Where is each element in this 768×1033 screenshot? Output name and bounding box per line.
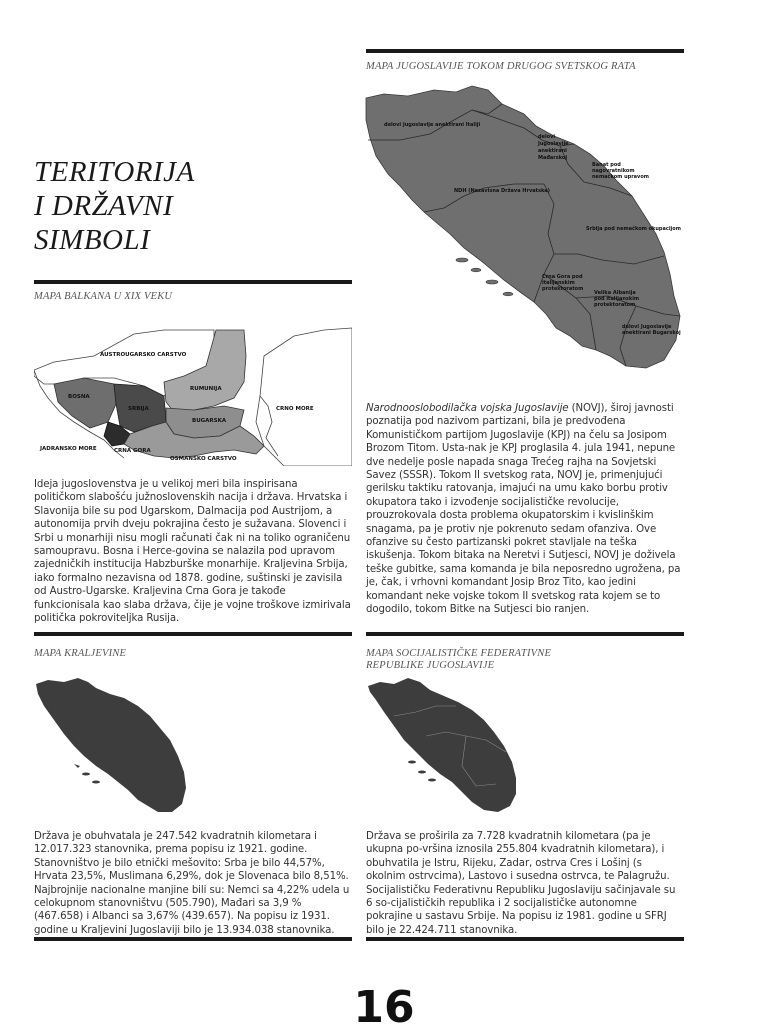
kingdom-map-shape bbox=[36, 678, 186, 812]
sfrj-map-caption-1: MAPA SOCIJALISTIČKE FEDERATIVNE bbox=[366, 648, 552, 659]
ww2-label-montenegro-3: protektoratom bbox=[542, 286, 584, 292]
balkan-label-ottoman: OSMANSKO CARSTVO bbox=[170, 456, 237, 462]
ww2-label-albania-2: pod italijanskim bbox=[594, 296, 640, 302]
ww2-label-bulgaria-2: anektirani Bugarskoj bbox=[622, 330, 681, 336]
novj-text: (NOVJ), široj javnosti poznatija pod nazivom partizani, bila je predvođena Komunističkom partijom Jugoslavije (KPJ) na čelu sa Josipom Brozom Titom. Usta-nak je KPJ proglasila 4. jula 1941, nepune dve nedelje posle napada snaga Trećeg rajha na Sovjetski Savez (SSSR). Tokom II svetskog rata, NOVJ je, primenjujući gerilsku taktiku ratovanja, imajući na umu kako borbu protiv okupatora tako i izvođenje socijalističke revolucije, prouzrokovala dosta problema okupatorskim i kvislinškim snagama, pa je protiv nje pokrenuto sedam ofanziva. Ove ofanzive su često partizanski pokret stavljale na teška iskušenja. Tokom bitaka na Neretvi i Sutjesci, NOVJ je doživela teške gubitke, sama komanda je bila neposredno ugrožena, pa je, čak, i vrhovni komandant Josip Broz Tito, kao jedini komandant neke vojske tokom II svetskog rata kojem se to dogodilo, tokom Bitke na Sutjesci bio ranjen. bbox=[366, 403, 681, 616]
balkan-label-romania: RUMUNIJA bbox=[190, 386, 222, 392]
ww2-label-banat-2: nagovratnikom bbox=[592, 168, 635, 174]
balkan-label-adriatic: JADRANSKO MORE bbox=[40, 446, 97, 452]
page-title bbox=[34, 155, 334, 257]
balkan-label-bulgaria: BUGARSKA bbox=[192, 418, 227, 424]
kingdom-text: Država je obuhvatala je 247.542 kvadratnih kilometara i 12.017.323 stanovnika, prema popisu iz 1921. godine. Stanovništvo je bilo etnički mešovito: Srba je bilo 44,57%, Hrvata 23,5%, Muslimana 6,29%, dok je Slovenaca bilo 8,51%. Najbrojnije nacionalne manjine bili su: Nemci sa 4,22% udela u celokupnom stanovništvu (505.790), Mađari sa 3,9 % (467.658) i Albanci sa 3,67% (439.657). Na popisu iz 1931. godine u Kraljevini Jugoslaviji bilo je 13.934.038 stanovnika. bbox=[34, 831, 350, 936]
left-rule-1 bbox=[34, 280, 352, 284]
balkan-text: Ideja jugoslovenstva je u velikoj meri bila inspirisana političkom slabošću južnoslovenskih nacija i država. Hrvatska i Slavonija bile su pod Ugarskom, Dalmacija pod Austrijom, a autonomija prvih dveju pokrajina često je sužavana. Slovenci i Srbi u monarhiji nisu mogli računati čak ni na toliko ograničenu samoupravu. Bosna i Herce-govina se nalazila pod upravom zajedničkih institucija Habzburške monarhije. Kraljevina Srbija, iako formalno nezavisna od 1878. godine, suštinski je zavisila od Austro-Ugarske. Kraljevina Crna Gora je takođe funkcionisala kao slaba država, čije je vojne troškove izmirivala politička pokroviteljka Rusija. bbox=[34, 479, 351, 625]
balkan-label-black-sea: CRNO MORE bbox=[276, 406, 314, 412]
left-rule-2 bbox=[34, 632, 352, 636]
ww2-label-serbia: Srbija pod nemačkom okupacijom bbox=[586, 226, 681, 232]
balkan-map-caption: MAPA BALKANA U XIX VEKU bbox=[34, 291, 173, 302]
right-rule-bottom bbox=[366, 937, 684, 941]
kingdom-map bbox=[34, 676, 194, 816]
novj-paragraph bbox=[366, 402, 684, 617]
ww2-label-italy: delovi Jugoslavije anektirani Italiji bbox=[384, 122, 481, 128]
balkan-map bbox=[34, 326, 352, 466]
ww2-island bbox=[456, 258, 468, 262]
ww2-label-banat-3: nemačkom upravom bbox=[592, 174, 649, 180]
balkan-label-montenegro: CRNA GORA bbox=[114, 448, 151, 454]
ww2-label-banat-1: Banat pod bbox=[592, 162, 621, 168]
right-rule-2 bbox=[366, 632, 684, 636]
kingdom-island bbox=[74, 764, 80, 768]
title-line-2: I DRŽAVNI bbox=[34, 190, 174, 222]
balkan-label-austria: AUSTROUGARSKO CARSTVO bbox=[100, 352, 187, 358]
ww2-label-albania-3: protektoratom bbox=[594, 302, 636, 308]
sfrj-paragraph bbox=[366, 830, 684, 937]
top-right-rule bbox=[366, 49, 684, 53]
ww2-map-caption: MAPA JUGOSLAVIJE TOKOM DRUGOG SVETSKOG RATA bbox=[366, 61, 636, 72]
ww2-label-hungary-2: Jugoslavije bbox=[538, 141, 569, 147]
sfrj-island bbox=[428, 779, 436, 782]
ww2-label-hungary-1: delovi bbox=[538, 134, 556, 140]
balkan-label-serbia: SRBIJA bbox=[128, 406, 149, 412]
title-line-1: TERITORIJA bbox=[34, 156, 195, 188]
sfrj-map-caption-2: REPUBLIKE JUGOSLAVIJE bbox=[366, 660, 495, 671]
ww2-occupation-map bbox=[364, 84, 684, 374]
kingdom-paragraph bbox=[34, 830, 352, 937]
sfrj-text-2: Socijalističku Federativnu Republiku Jugoslaviju sačinjavale su 6 so-cijalističkih republika i 2 socijalističke autonomne pokrajine u sastavu Srbije. Na popisu iz 1981. godine u SFRJ bilo je 22.424.711 stanovnika. bbox=[366, 884, 676, 936]
sfrj-map bbox=[366, 676, 526, 816]
sfrj-island bbox=[418, 771, 426, 774]
ww2-label-bulgaria-1: delovi Jugoslavije bbox=[622, 324, 672, 330]
balkan-bosnia bbox=[54, 378, 116, 428]
kingdom-map-caption: MAPA KRALJEVINE bbox=[34, 648, 127, 659]
left-rule-bottom bbox=[34, 937, 352, 941]
novj-text-block bbox=[366, 402, 684, 617]
ww2-island bbox=[471, 268, 481, 272]
kingdom-island bbox=[92, 781, 100, 784]
ww2-label-ndh: NDH (Nezavisna Država Hrvatska) bbox=[454, 188, 550, 194]
novj-italic: Narodnooslobodilačka vojska Jugoslavije bbox=[366, 403, 569, 414]
page-number: 16 bbox=[353, 982, 415, 1033]
ww2-label-montenegro-2: italijanskim bbox=[542, 280, 575, 286]
sfrj-text-1: Država se proširila za 7.728 kvadratnih kilometara (pa je ukupna po-vršina iznosila 255.804 kvadratnih kilometara), i obuhvatila je Istru, Rijeku, Zadar, ostrva Cres i Lošinj (s okolnim ostrvcima), Lastovo i susedna ostrvca, te Palagružu. bbox=[366, 831, 670, 883]
balkan-label-bosnia: BOSNA bbox=[68, 394, 90, 400]
ww2-label-hungary-4: Mađarskoj bbox=[538, 155, 568, 161]
balkan-paragraph bbox=[34, 478, 352, 625]
ww2-island bbox=[486, 280, 498, 284]
ww2-label-montenegro-1: Crna Gora pod bbox=[542, 274, 583, 280]
ww2-label-albania-1: Velika Albanija bbox=[594, 290, 636, 296]
ww2-label-hungary-3: anektirani bbox=[538, 148, 567, 154]
sfrj-island bbox=[408, 761, 416, 764]
ww2-island bbox=[503, 292, 513, 296]
kingdom-island bbox=[82, 773, 90, 776]
title-line-3: SIMBOLI bbox=[34, 224, 151, 256]
